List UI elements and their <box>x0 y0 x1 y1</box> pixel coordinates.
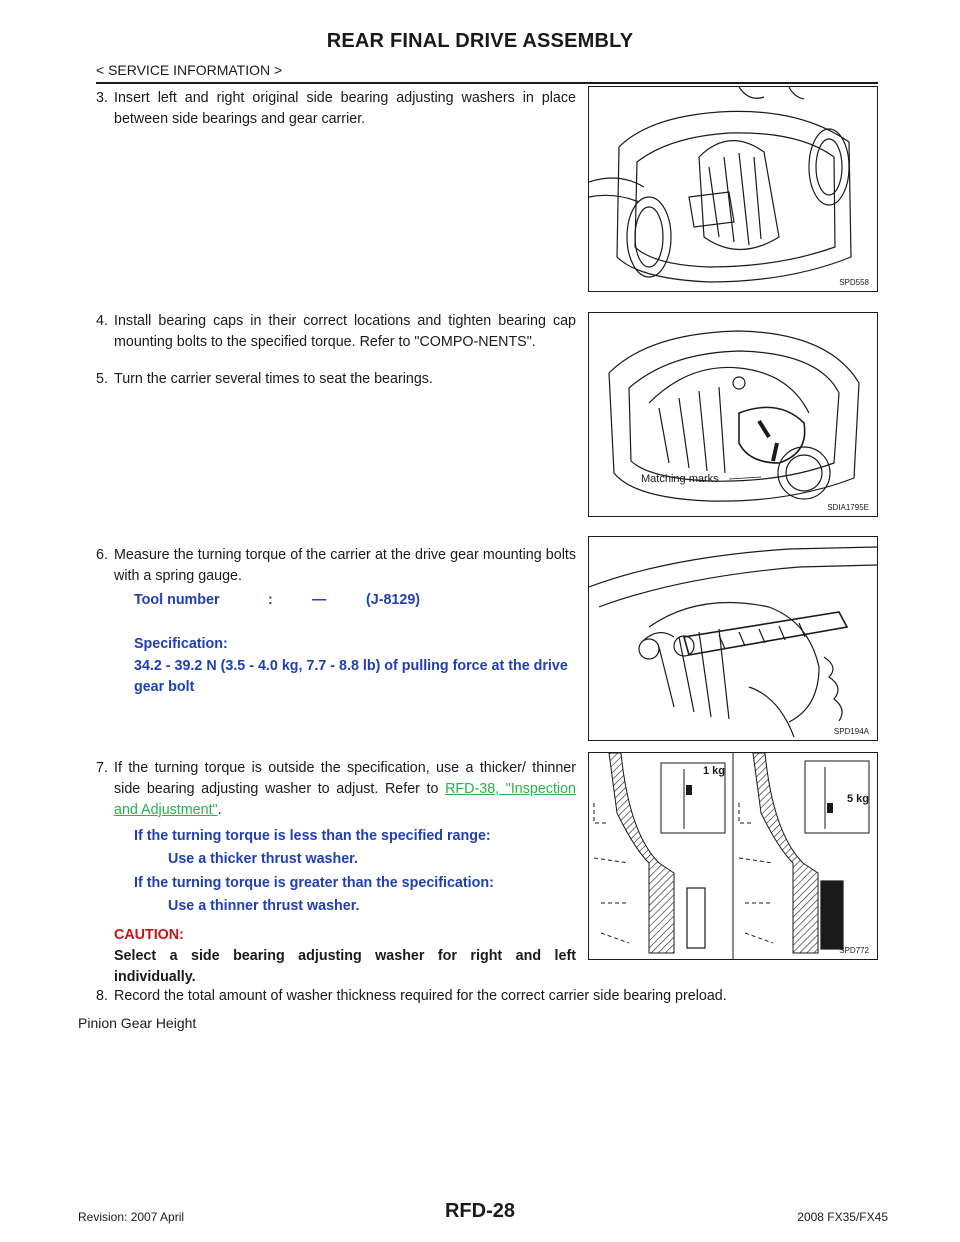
figure-bearing-caps <box>588 312 878 517</box>
step-8 <box>96 986 886 1007</box>
figure-spring-gauge <box>588 536 878 741</box>
step-number: 5. <box>96 371 108 387</box>
tool-value: — <box>312 592 327 608</box>
carrier-washer-illustration <box>589 87 877 291</box>
step-text: Measure the turning torque of the carrier at the drive gear mounting bolts with a spring gauge. <box>114 547 576 584</box>
step-5 <box>96 369 576 390</box>
figure-washer-adjust <box>588 752 878 960</box>
step-number: 6. <box>96 547 108 563</box>
model-year: 2008 FX35/FX45 <box>797 1210 888 1224</box>
bearing-caps-illustration <box>589 313 877 516</box>
spec-label: Specification: <box>134 636 228 652</box>
step-text: Turn the carrier several times to seat the bearings. <box>114 371 433 387</box>
step-number: 8. <box>96 988 108 1004</box>
washer-adjust-illustration <box>589 753 877 959</box>
step-text: Install bearing caps in their correct locations and tighten bearing cap mounting bolts to the specified torque. Refer to "COMPO-NENTS". <box>114 313 576 350</box>
step-number: 3. <box>96 90 108 106</box>
spring-gauge-illustration <box>589 537 877 740</box>
tool-number-row <box>134 590 574 611</box>
step-text-body: If the turning torque is outside the specification, use a thicker/ thinner side bearing adjusting washer to adjust. Refer to <box>114 760 576 797</box>
figure-bearing-washers <box>588 86 878 292</box>
step-4 <box>96 311 576 353</box>
page-title: REAR FINAL DRIVE ASSEMBLY <box>326 30 634 52</box>
step-text <box>96 758 576 821</box>
caution-label: CAUTION: <box>114 927 184 943</box>
section-tag: < SERVICE INFORMATION > <box>96 62 283 78</box>
condition-greater: If the turning torque is greater than the specification: <box>134 875 494 891</box>
spec-value: 34.2 - 39.2 N (3.5 - 4.0 kg, 7.7 - 8.8 lb) of pulling force at the drive gear bolt <box>134 658 568 695</box>
page-number: RFD-28 <box>444 1200 515 1222</box>
caution-text: Select a side bearing adjusting washer for right and left individually. <box>114 948 576 985</box>
step-3 <box>96 88 576 130</box>
gauge-label-right: 5 kg <box>847 793 870 805</box>
header-rule <box>96 82 878 84</box>
step-number: 7. <box>96 760 108 776</box>
tool-label: Tool number <box>134 592 220 608</box>
tool-code: (J-8129) <box>366 592 421 608</box>
condition-greater-action: Use a thinner thrust washer. <box>168 898 360 914</box>
condition-less-action: Use a thicker thrust washer. <box>168 851 358 867</box>
reference-link[interactable]: RFD-38, "Inspection and Adjustment" <box>114 781 576 818</box>
matching-marks-label: Matching marks <box>641 473 719 485</box>
revision-date: Revision: 2007 April <box>78 1210 185 1224</box>
step-text: Insert left and right original side bearing adjusting washers in place between side bearings and gear carrier. <box>114 90 576 127</box>
gauge-label-left: 1 kg <box>703 765 726 777</box>
figure-code: SPD772 <box>839 946 869 955</box>
step-number: 4. <box>96 313 108 329</box>
step-text: Record the total amount of washer thickness required for the correct carrier side bearing preload. <box>114 988 727 1004</box>
next-section-heading: Pinion Gear Height <box>78 1015 197 1031</box>
figure-code: SPD558 <box>839 278 869 287</box>
figure-code: SDIA1795E <box>827 503 869 512</box>
tool-separator: : <box>268 592 273 608</box>
step-text-end: . <box>217 802 222 818</box>
step-6 <box>96 545 576 587</box>
step-7 <box>96 758 576 821</box>
figure-code: SPD194A <box>833 727 869 736</box>
condition-less: If the turning torque is less than the specified range: <box>134 828 491 844</box>
